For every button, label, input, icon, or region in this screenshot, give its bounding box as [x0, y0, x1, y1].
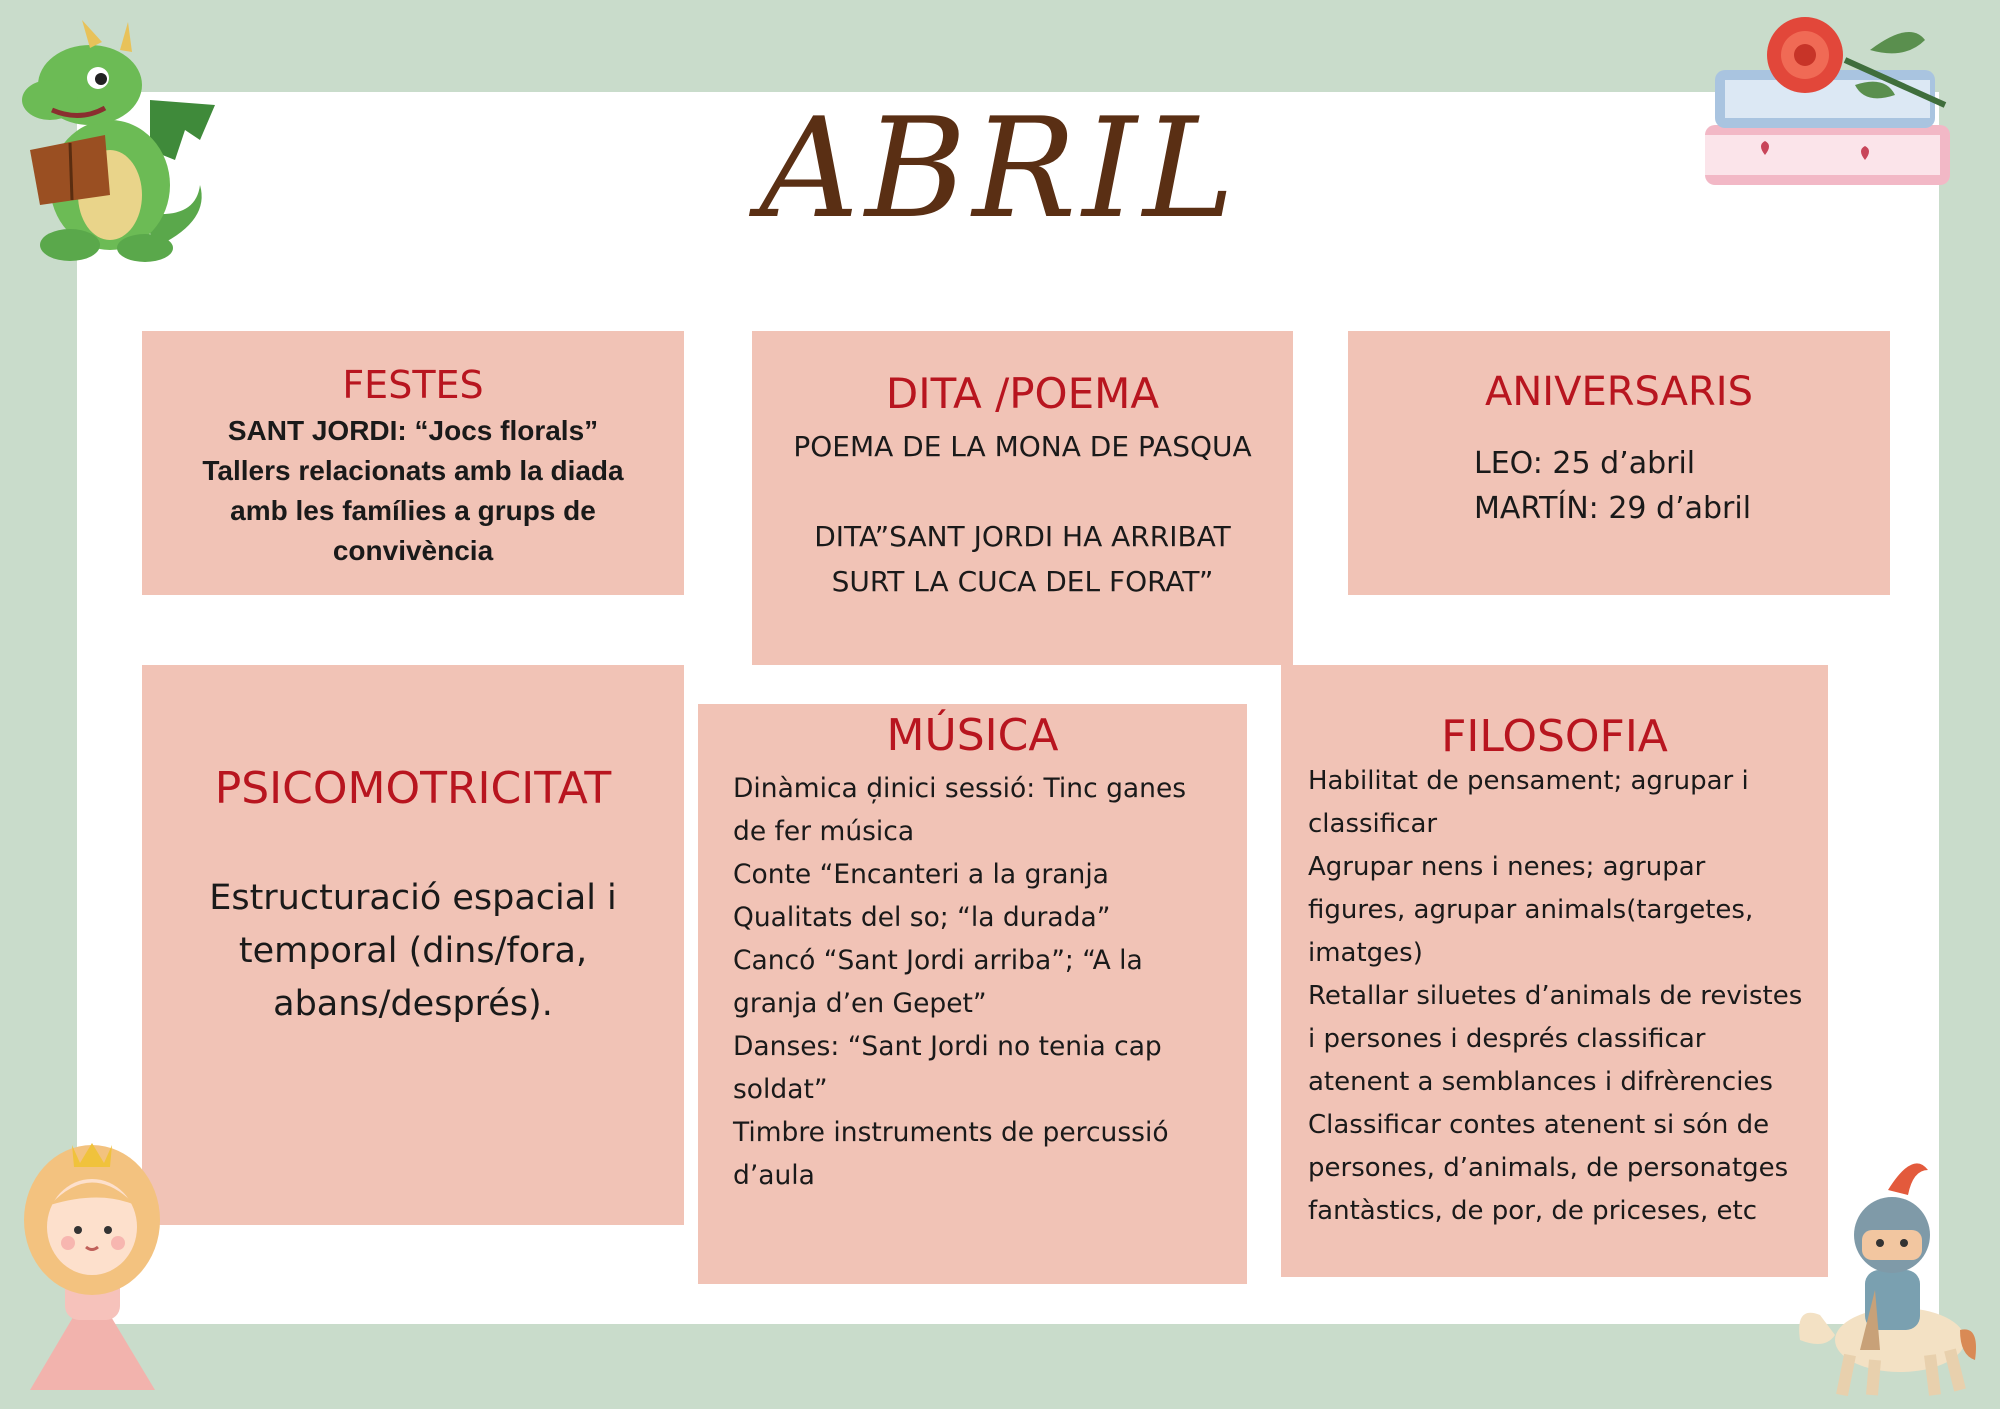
- filosofia-line: figures, agrupar animals(targetes,: [1308, 895, 1754, 925]
- filosofia-heading: FILOSOFIA: [1441, 711, 1668, 762]
- festes-line: SANT JORDI: “Jocs florals”: [227, 415, 599, 446]
- psicomotricitat-card: [142, 665, 684, 1225]
- filosofia-card: [1281, 665, 1828, 1277]
- musica-line: soldat”: [733, 1074, 828, 1105]
- musica-line: Cancó “Sant Jordi arriba”; “A la: [733, 945, 1143, 976]
- musica-heading: MÚSICA: [886, 710, 1059, 761]
- princess-icon: [10, 1135, 175, 1405]
- musica-line: granja d’en Gepet”: [733, 988, 987, 1019]
- dita-heading: DITA /POEMA: [885, 369, 1160, 418]
- filosofia-line: fantàstics, de por, de priceses, etc: [1308, 1196, 1757, 1226]
- festes-line: amb les famílies a grups de: [230, 495, 596, 526]
- knight-on-horse-icon: [1780, 1150, 1980, 1400]
- aniversaris-card: [1348, 331, 1890, 595]
- filosofia-line: imatges): [1308, 938, 1423, 968]
- musica-line: de fer música: [733, 816, 915, 847]
- filosofia-line: classificar: [1308, 809, 1438, 839]
- rose-books-icon: [1695, 10, 1965, 205]
- filosofia-line: Habilitat de pensament; agrupar i: [1308, 766, 1749, 796]
- psicomotricitat-heading: PSICOMOTRICITAT: [214, 763, 612, 814]
- dita-line: SURT LA CUCA DEL FORAT”: [831, 565, 1214, 598]
- musica-line: Qualitats del so; “la durada”: [733, 902, 1111, 933]
- musica-line: d’aula: [733, 1160, 815, 1191]
- musica-line: Danses: “Sant Jordi no tenia cap: [733, 1031, 1162, 1062]
- musica-line: Timbre instruments de percussió: [733, 1117, 1169, 1148]
- musica-line: Conte “Encanteri a la granja: [733, 859, 1109, 890]
- musica-card: [698, 704, 1247, 1284]
- filosofia-line: Agrupar nens i nenes; agrupar: [1308, 852, 1706, 882]
- filosofia-line: Retallar siluetes d’animals de revistes: [1308, 981, 1803, 1011]
- page-title: ABRIL: [759, 88, 1241, 249]
- psicomotricitat-line: Estructuració espacial i: [209, 878, 617, 918]
- dita-poem-line: POEMA DE LA MONA DE PASQUA: [793, 430, 1252, 463]
- festes-card: [142, 331, 684, 595]
- psicomotricitat-line: temporal (dins/fora,: [238, 931, 588, 971]
- filosofia-line: persones, d’animals, de personatges: [1308, 1153, 1789, 1183]
- filosofia-line: i persones i després classificar: [1308, 1024, 1706, 1054]
- dragon-reading-icon: [10, 10, 220, 265]
- festes-line: convivència: [332, 535, 494, 566]
- filosofia-line: atenent a semblances i difrèrencies: [1308, 1067, 1773, 1097]
- birthday-entry: MARTÍN: 29 d’abril: [1474, 491, 1752, 526]
- festes-line: Tallers relacionats amb la diada: [202, 455, 624, 486]
- dita-spacer: [752, 469, 1293, 514]
- dita-line: DITA”SANT JORDI HA ARRIBAT: [814, 520, 1231, 553]
- dita-card: [752, 331, 1293, 665]
- festes-heading: FESTES: [342, 363, 484, 407]
- aniversaris-heading: ANIVERSARIS: [1485, 369, 1753, 415]
- musica-line: Dinàmica d̦inici sessió: Tinc ganes: [733, 773, 1187, 804]
- filosofia-line: Classificar contes atenent si són de: [1308, 1110, 1770, 1140]
- psicomotricitat-line: abans/després).: [273, 984, 553, 1024]
- birthday-entry: LEO: 25 d’abril: [1474, 446, 1696, 481]
